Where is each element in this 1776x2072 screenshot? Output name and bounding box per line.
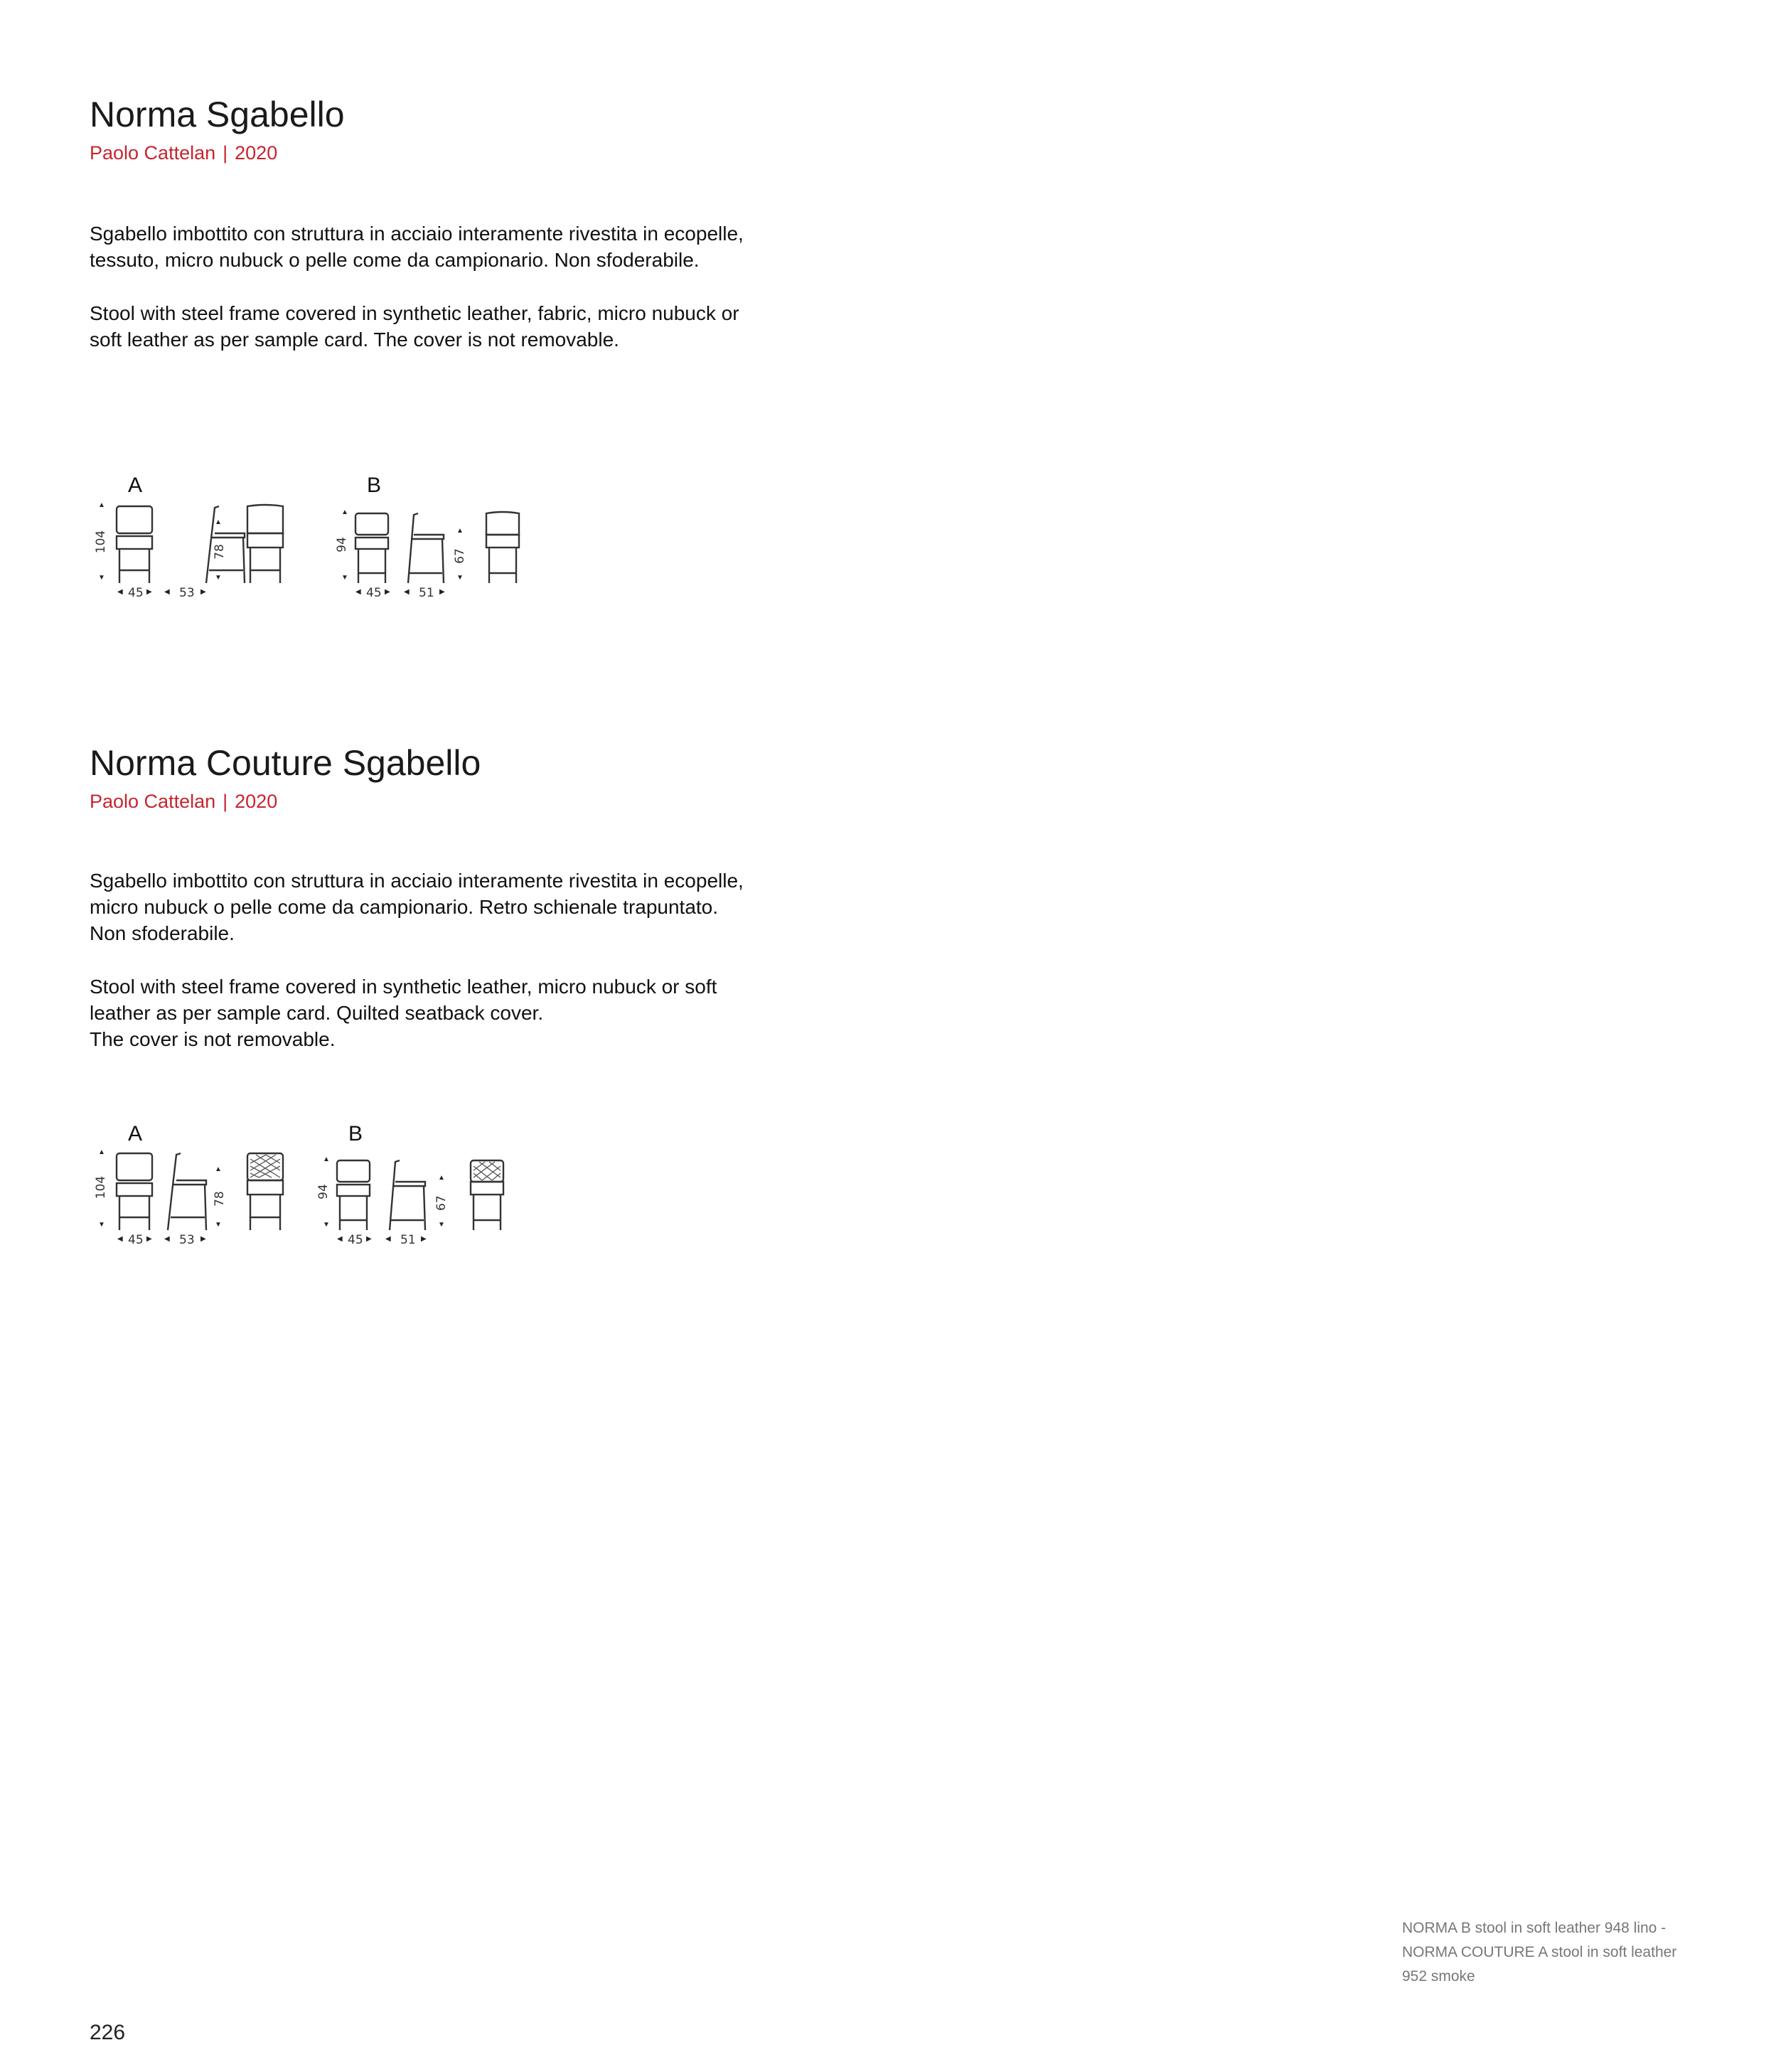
dimension-depth: 51 <box>400 1233 416 1247</box>
dimension-width: 45 <box>348 1233 363 1247</box>
dimension-depth: 53 <box>179 1233 195 1247</box>
product-title: Norma Sgabello <box>90 95 345 134</box>
arrow-right-icon: ▶ <box>200 588 206 596</box>
caption-line: NORMA B stool in soft leather 948 lino - <box>1402 1920 1667 1936</box>
designer-name: Paolo Cattelan <box>90 142 216 164</box>
designer-credit <box>90 142 277 164</box>
variant-label: B <box>367 474 382 497</box>
stool-a-drawing <box>114 502 291 587</box>
quilted-rear-view <box>471 1160 503 1230</box>
description-line: soft leather as per sample card. The cover is not removable. <box>90 329 619 351</box>
variant-label: B <box>348 1122 363 1146</box>
dimension-seat-height: 78 <box>212 544 227 560</box>
arrow-right-icon: ▶ <box>439 588 445 596</box>
dimension-seat-height: 67 <box>434 1195 449 1211</box>
product-title: Norma Couture Sgabello <box>90 743 481 783</box>
photo-caption <box>1402 1916 1701 1989</box>
front-view <box>117 1153 152 1230</box>
stool-couture-a-drawing <box>114 1149 291 1234</box>
arrow-left-icon: ◀ <box>355 588 361 596</box>
arrow-right-icon: ▶ <box>146 1235 152 1243</box>
stool-b-drawing <box>353 509 530 587</box>
variant-label: A <box>128 1122 143 1146</box>
description-line: Stool with steel frame covered in synthetic leather, micro nubuck or soft <box>90 976 717 998</box>
dimension-width: 45 <box>366 586 382 600</box>
description-english <box>90 973 761 1052</box>
side-view <box>408 513 444 583</box>
description-line: Sgabello imbottito con struttura in acciaio interamente rivestita in ecopelle, <box>90 223 744 245</box>
dimension-height: 104 <box>94 1175 109 1200</box>
dimension-depth: 51 <box>419 586 434 600</box>
description-line: Non sfoderabile. <box>90 922 235 944</box>
designer-credit <box>90 791 277 813</box>
arrow-left-icon: ◀ <box>117 588 123 596</box>
front-view <box>117 506 152 583</box>
arrow-up-icon: ▲ <box>323 1155 330 1163</box>
arrow-down-icon: ▼ <box>456 574 464 582</box>
side-view <box>168 1153 206 1230</box>
arrow-down-icon: ▼ <box>98 1221 105 1229</box>
arrow-left-icon: ◀ <box>117 1235 123 1243</box>
credit-separator: | <box>223 142 228 164</box>
designer-name: Paolo Cattelan <box>90 791 216 812</box>
description-italian <box>90 220 761 273</box>
dimension-depth: 53 <box>179 586 195 600</box>
front-view <box>337 1160 370 1230</box>
arrow-down-icon: ▼ <box>438 1221 445 1229</box>
arrow-up-icon: ▲ <box>215 1165 222 1173</box>
quilted-rear-view <box>247 1153 283 1230</box>
arrow-down-icon: ▼ <box>215 574 222 582</box>
design-year: 2020 <box>235 142 278 164</box>
arrow-right-icon: ▶ <box>146 588 152 596</box>
arrow-down-icon: ▼ <box>215 1221 222 1229</box>
arrow-up-icon: ▲ <box>98 1148 105 1156</box>
page-number: 226 <box>90 2021 126 2044</box>
stool-couture-b-drawing <box>334 1156 512 1234</box>
description-line: micro nubuck o pelle come da campionario. Retro schienale trapuntato. <box>90 896 719 918</box>
dimension-width: 45 <box>128 586 144 600</box>
arrow-left-icon: ◀ <box>164 1235 170 1243</box>
dimension-height: 94 <box>316 1184 331 1200</box>
front-view <box>355 513 388 583</box>
dimension-height: 94 <box>334 537 349 552</box>
arrow-up-icon: ▲ <box>215 518 222 526</box>
caption-line: NORMA COUTURE A stool in soft leather <box>1402 1944 1677 1960</box>
arrow-down-icon: ▼ <box>341 574 348 582</box>
rear-view <box>247 505 283 583</box>
arrow-left-icon: ◀ <box>385 1235 391 1243</box>
rear-view <box>486 512 519 583</box>
description-italian <box>90 867 761 946</box>
dimension-height: 104 <box>94 530 109 554</box>
dimension-seat-height: 78 <box>212 1191 227 1207</box>
description-line: leather as per sample card. Quilted seatback cover. <box>90 1002 544 1024</box>
arrow-down-icon: ▼ <box>323 1221 330 1229</box>
dimension-width: 45 <box>128 1233 144 1247</box>
arrow-up-icon: ▲ <box>456 527 464 535</box>
arrow-left-icon: ◀ <box>404 588 410 596</box>
arrow-right-icon: ▶ <box>385 588 390 596</box>
arrow-left-icon: ◀ <box>337 1235 343 1243</box>
arrow-down-icon: ▼ <box>98 574 105 582</box>
design-year: 2020 <box>235 791 278 812</box>
arrow-up-icon: ▲ <box>341 508 348 516</box>
description-line: Stool with steel frame covered in synthetic leather, fabric, micro nubuck or <box>90 302 739 324</box>
side-view <box>390 1160 425 1230</box>
arrow-right-icon: ▶ <box>421 1235 427 1243</box>
credit-separator: | <box>223 791 228 812</box>
arrow-up-icon: ▲ <box>438 1174 445 1182</box>
dimension-seat-height: 67 <box>452 548 467 564</box>
variant-label: A <box>128 474 143 497</box>
description-line: tessuto, micro nubuck o pelle come da campionario. Non sfoderabile. <box>90 249 700 271</box>
arrow-right-icon: ▶ <box>366 1235 372 1243</box>
description-line: The cover is not removable. <box>90 1028 336 1050</box>
caption-line: 952 smoke <box>1402 1968 1475 1985</box>
description-line: Sgabello imbottito con struttura in acciaio interamente rivestita in ecopelle, <box>90 870 744 892</box>
description-english <box>90 300 761 353</box>
arrow-left-icon: ◀ <box>164 588 170 596</box>
arrow-up-icon: ▲ <box>98 501 105 509</box>
arrow-right-icon: ▶ <box>200 1235 206 1243</box>
